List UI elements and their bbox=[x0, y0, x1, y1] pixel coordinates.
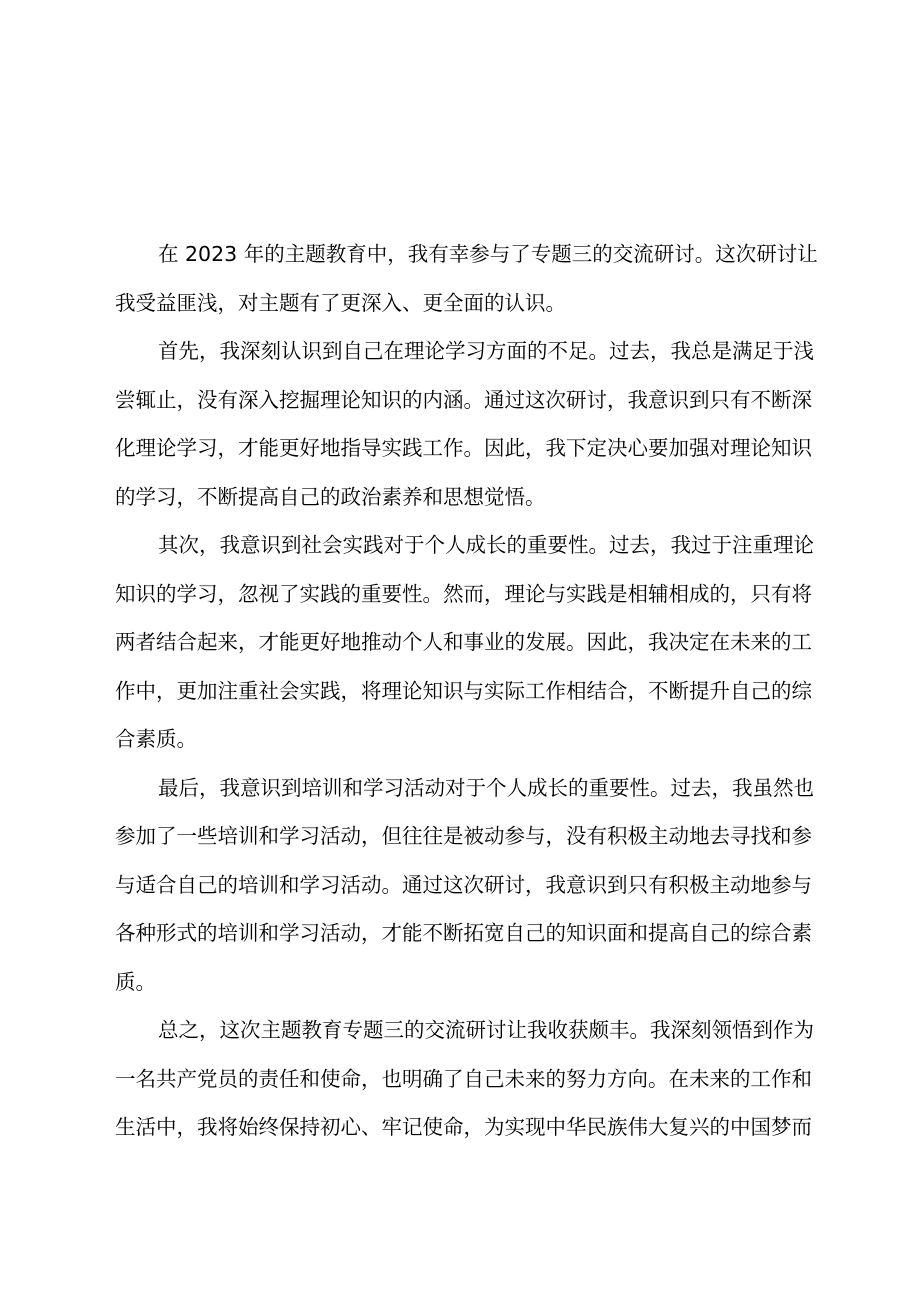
paragraph-line: 其次，我意识到社会实践对于个人成长的重要性。过去，我过于注重理论 bbox=[158, 533, 814, 557]
paragraph-line: 化理论学习，才能更好地指导实践工作。因此，我下定决心要加强对理论知识 bbox=[115, 436, 812, 460]
paragraph-line: 我受益匪浅，对主题有了更深入、更全面的认识。 bbox=[115, 290, 566, 315]
paragraph-line: 一名共产党员的责任和使命，也明确了自己未来的努力方向。在未来的工作和 bbox=[115, 1066, 812, 1091]
paragraph-line: 尝辄止，没有深入挖掘理论知识的内涵。通过这次研讨，我意识到只有不断深 bbox=[115, 387, 812, 412]
paragraph-third bbox=[115, 768, 814, 1011]
document-body bbox=[115, 234, 818, 1156]
paragraph-line: 总之，这次主题教育专题三的交流研讨让我收获颇丰。我深刻领悟到作为 bbox=[158, 1018, 814, 1042]
paragraph-line: 质。 bbox=[115, 969, 156, 994]
paragraph-intro bbox=[115, 234, 818, 331]
paragraph-line: 在 2023 年的主题教育中，我有幸参与了专题三的交流研讨。这次研讨让 bbox=[158, 242, 818, 266]
paragraph-line: 最后，我意识到培训和学习活动对于个人成长的重要性。过去，我虽然也 bbox=[158, 775, 814, 800]
paragraph-line: 各种形式的培训和学习活动，才能不断拓宽自己的知识面和提高自己的综合素 bbox=[115, 921, 812, 945]
paragraph-line: 首先，我深刻认识到自己在理论学习方面的不足。过去，我总是满足于浅 bbox=[158, 339, 814, 363]
paragraph-second bbox=[115, 525, 814, 768]
paragraph-line: 两者结合起来，才能更好地推动个人和事业的发展。因此，我决定在未来的工 bbox=[115, 630, 812, 654]
paragraph-conclusion bbox=[115, 1010, 814, 1156]
paragraph-line: 生活中，我将始终保持初心、牢记使命，为实现中华民族伟大复兴的中国梦而 bbox=[115, 1115, 812, 1139]
paragraph-line: 合素质。 bbox=[115, 727, 197, 751]
paragraph-line: 作中，更加注重社会实践，将理论知识与实际工作相结合，不断提升自己的综 bbox=[115, 678, 812, 703]
paragraph-line: 的学习，不断提高自己的政治素养和思想觉悟。 bbox=[115, 484, 546, 509]
paragraph-first bbox=[115, 331, 814, 525]
paragraph-line: 知识的学习，忽视了实践的重要性。然而，理论与实践是相辅相成的，只有将 bbox=[115, 581, 812, 606]
paragraph-line: 参加了一些培训和学习活动，但往往是被动参与，没有积极主动地去寻找和参 bbox=[115, 824, 812, 848]
paragraph-line: 与适合自己的培训和学习活动。通过这次研讨，我意识到只有积极主动地参与 bbox=[115, 872, 812, 897]
